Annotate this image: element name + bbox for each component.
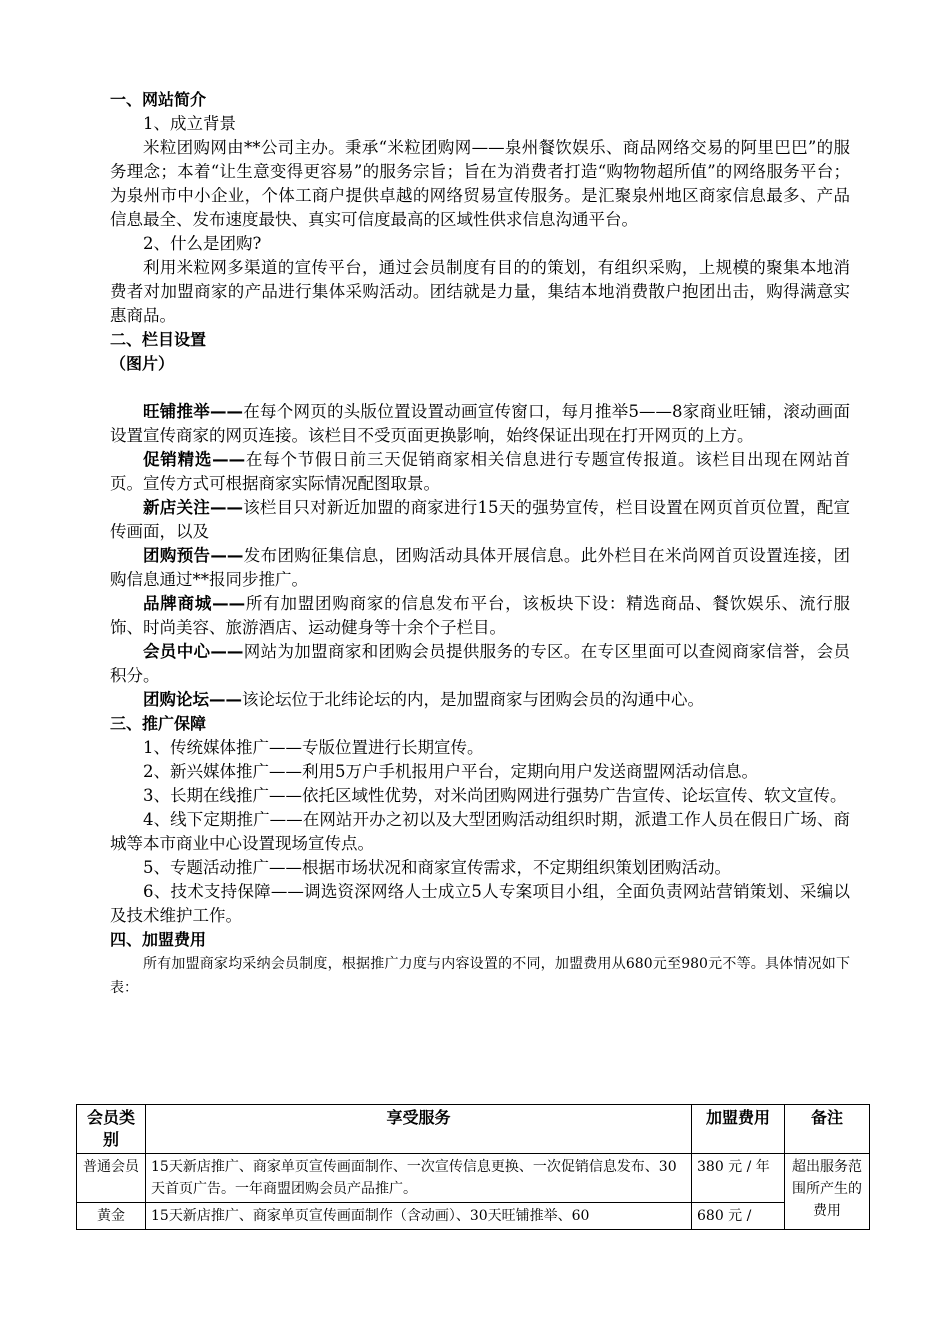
promotion-item: 1、传统媒体推广——专版位置进行长期宣传。 bbox=[143, 738, 484, 757]
column-item-text: 网站为加盟商家和团购会员提供服务的专区。在专区里面可以查阅商家信誉，会员积分。 bbox=[110, 642, 851, 685]
section-title-promotion: 三、推广保障 bbox=[110, 714, 207, 733]
paragraph-fees-intro: 所有加盟商家均采纳会员制度，根据推广力度与内容设置的不同，加盟费用从680元至980元不等。具体情况如下表： bbox=[110, 956, 850, 996]
section-title-fees: 四、加盟费用 bbox=[110, 930, 207, 949]
fee-table bbox=[76, 1104, 870, 1230]
promotion-list bbox=[110, 736, 850, 928]
column-item-name: 团购预告—— bbox=[143, 546, 244, 565]
column-item-text: 该论坛位于北纬论坛的内，是加盟商家与团购会员的沟通中心。 bbox=[242, 690, 704, 709]
image-placeholder: （图片） bbox=[110, 354, 175, 373]
column-item bbox=[110, 592, 850, 640]
column-item-text: 发布团购征集信息，团购活动具体开展信息。此外栏目在米尚网首页设置连接，团购信息通过**报同步推广。 bbox=[110, 546, 851, 589]
subheading-what-is-group-buy: 2、什么是团购? bbox=[143, 234, 262, 253]
document-body bbox=[110, 88, 850, 1000]
header-fee: 加盟费用 bbox=[692, 1105, 785, 1154]
header-note: 备注 bbox=[785, 1105, 870, 1154]
column-item-name: 促销精选—— bbox=[143, 450, 246, 469]
column-item-name: 新店关注—— bbox=[143, 498, 243, 517]
column-item-text: 在每个节假日前三天促销商家相关信息进行专题宣传报道。该栏目出现在网站首页。宣传方式可根据商家实际情况配图取景。 bbox=[110, 450, 851, 493]
header-member-type: 会员类别 bbox=[77, 1105, 146, 1154]
column-item-name: 团购论坛—— bbox=[143, 690, 242, 709]
column-item bbox=[110, 496, 850, 544]
paragraph-group-buy: 利用米粒网多渠道的宣传平台，通过会员制度有目的的策划，有组织采购，上规模的聚集本地消费者对加盟商家的产品进行集体采购活动。团结就是力量，集结本地消费散户抱团出击，购得满意实惠商品。 bbox=[110, 258, 850, 325]
cell-fee: 380 元 / 年 bbox=[692, 1154, 785, 1203]
cell-member-type: 普通会员 bbox=[77, 1154, 146, 1203]
section-title-intro: 一、网站简介 bbox=[110, 90, 207, 109]
column-item bbox=[110, 544, 850, 592]
header-services: 享受服务 bbox=[146, 1105, 692, 1154]
column-item bbox=[110, 400, 850, 448]
column-item-name: 会员中心—— bbox=[143, 642, 244, 661]
cell-member-type: 黄金 bbox=[77, 1203, 146, 1230]
column-item-text: 该栏目只对新近加盟的商家进行15天的强势宣传，栏目设置在网页首页位置，配宣传画面，以及 bbox=[110, 498, 850, 541]
cell-services: 15天新店推广、商家单页宣传画面制作、一次宣传信息更换、一次促销信息发布、30天首页广告。一年商盟团购会员产品推广。 bbox=[146, 1154, 692, 1203]
cell-fee: 680 元 / bbox=[692, 1203, 785, 1230]
cell-note: 超出服务范围所产生的费用 bbox=[785, 1154, 870, 1230]
section-title-columns: 二、栏目设置 bbox=[110, 330, 207, 349]
promotion-item: 6、技术支持保障——调选资深网络人士成立5人专案项目小组，全面负责网站营销策划、采编以及技术维护工作。 bbox=[110, 882, 850, 925]
column-item-name: 品牌商城—— bbox=[143, 594, 246, 613]
promotion-item: 5、专题活动推广——根据市场状况和商家宣传需求，不定期组织策划团购活动。 bbox=[143, 858, 731, 877]
paragraph-background: 米粒团购网由**公司主办。秉承“米粒团购网——泉州餐饮娱乐、商品网络交易的阿里巴巴”的服务理念；本着“让生意变得更容易”的服务宗旨；旨在为消费者打造“购物物超所值”的网络服务平台；为泉州市中小企业，个体工商户提供卓越的网络贸易宣传服务。是汇聚泉州地区商家信息最多、产品信息最全、发布速度最快、真实可信度最高的区域性供求信息沟通平台。 bbox=[110, 138, 850, 229]
column-item bbox=[110, 448, 850, 496]
column-item-text: 在每个网页的头版位置设置动画宣传窗口，每月推举5——8家商业旺铺，滚动画面设置宣传商家的网页连接。该栏目不受页面更换影响，始终保证出现在打开网页的上方。 bbox=[110, 402, 850, 445]
table-header-row bbox=[77, 1105, 870, 1154]
column-item bbox=[110, 688, 850, 712]
promotion-item: 2、新兴媒体推广——利用5万户手机报用户平台，定期向用户发送商盟网活动信息。 bbox=[143, 762, 758, 781]
subheading-background: 1、成立背景 bbox=[143, 114, 236, 133]
column-item-name: 旺铺推举—— bbox=[143, 402, 243, 421]
column-list bbox=[110, 400, 850, 712]
column-item-text: 所有加盟团购商家的信息发布平台，该板块下设：精选商品、餐饮娱乐、流行服饰、时尚美容、旅游酒店、运动健身等十余个子栏目。 bbox=[110, 594, 851, 637]
column-item bbox=[110, 640, 850, 688]
cell-services: 15天新店推广、商家单页宣传画面制作（含动画）、30天旺铺推举、60 bbox=[146, 1203, 692, 1230]
promotion-item: 4、线下定期推广——在网站开办之初以及大型团购活动组织时期，派遣工作人员在假日广场、商城等本市商业中心设置现场宣传点。 bbox=[110, 810, 850, 853]
promotion-item: 3、长期在线推广——依托区域性优势，对米尚团购网进行强势广告宣传、论坛宣传、软文宣传。 bbox=[143, 786, 847, 805]
table-row bbox=[77, 1203, 870, 1230]
table-row bbox=[77, 1154, 870, 1203]
